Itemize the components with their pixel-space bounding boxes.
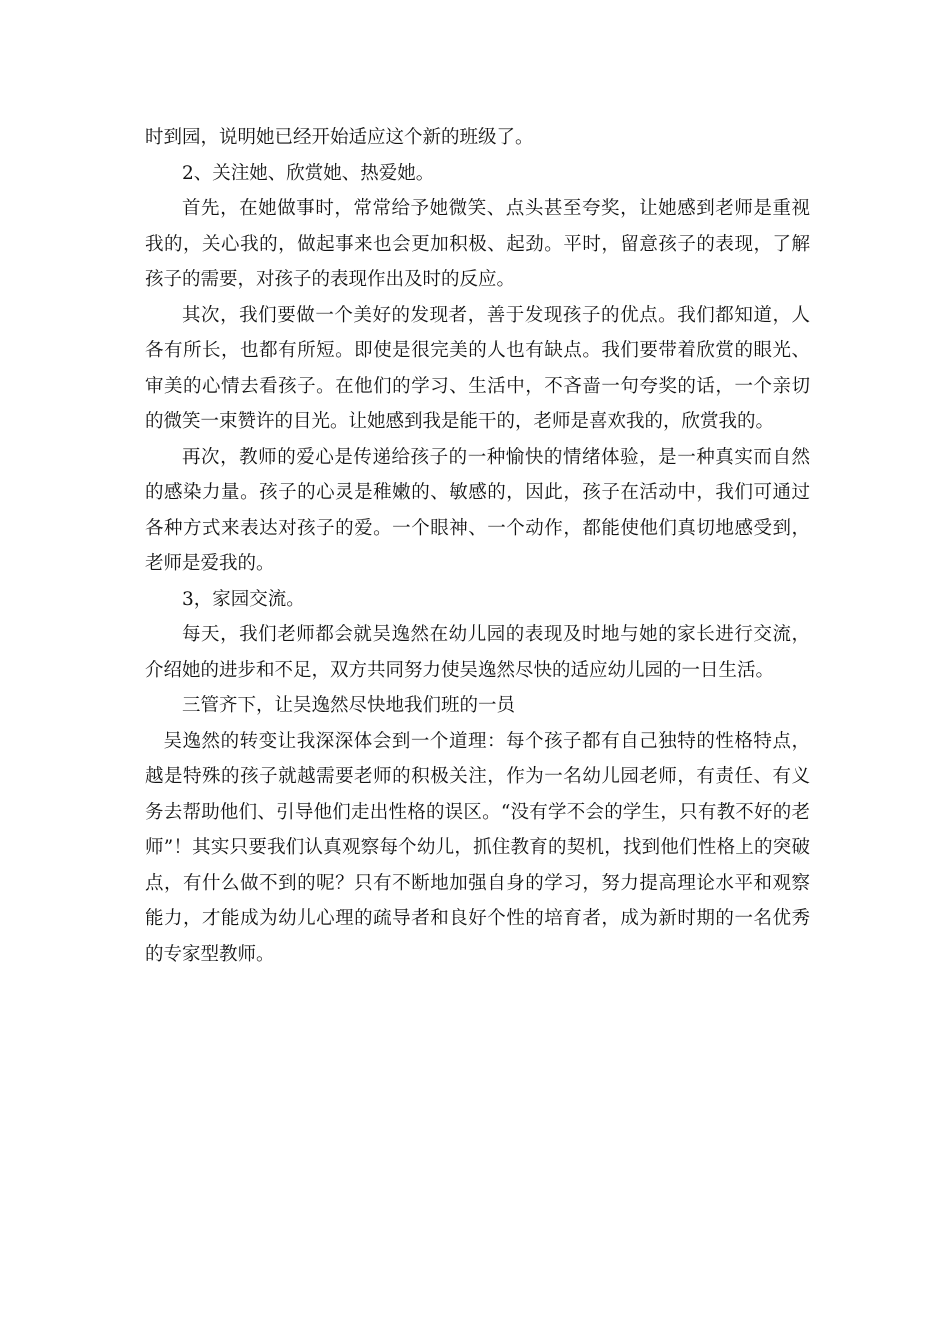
section-heading-2: 2、关注她、欣赏她、热爱她。	[182, 162, 435, 184]
paragraph-third: 再次，教师的爱心是传递给孩子的一种愉快的情绪体验，是一种真实而自然的感染力量。孩子的心灵是稚嫩的、敏感的，因此，孩子在活动中，我们可通过各种方式来表达对孩子的爱。一个眼神、一个动作，都能使他们真切地感受到，老师是爱我的。	[145, 446, 810, 574]
paragraph-second: 其次，我们要做一个美好的发现者，善于发现孩子的优点。我们都知道，人各有所长，也都有所短。即使是很完美的人也有缺点。我们要带着欣赏的眼光、审美的心情去看孩子。在他们的学习、生活中，不吝啬一句夸奖的话，一个亲切的微笑一束赞许的目光。让她感到我是能干的，老师是喜欢我的，欣赏我的。	[145, 304, 810, 432]
paragraph-continuation: 时到园，说明她已经开始适应这个新的班级了。	[145, 127, 534, 148]
paragraph-conclusion: 吴逸然的转变让我深深体会到一个道理：每个孩子都有自己独特的性格特点，越是特殊的孩子就越需要老师的积极关注，作为一名幼儿园老师，有责任、有义务去帮助他们、引导他们走出性格的误区。“没有学不会的学生，只有教不好的老师”！其实只要我们认真观察每个幼儿，抓住教育的契机，找到他们性格上的突破点，有什么做不到的呢？只有不断地加强自身的学习，努力提高理论水平和观察能力，才能成为幼儿心理的疏导者和良好个性的培育者，成为新时期的一名优秀的专家型教师。	[145, 730, 810, 965]
paragraph-summary-line: 三管齐下，让吴逸然尽快地我们班的一员	[182, 695, 516, 716]
section-heading-3: 3，家园交流。	[182, 588, 305, 610]
paragraph-home-school: 每天，我们老师都会就吴逸然在幼儿园的表现及时地与她的家长进行交流，介绍她的进步和不足，双方共同努力使吴逸然尽快的适应幼儿园的一日生活。	[145, 624, 810, 681]
document-body	[145, 120, 810, 972]
paragraph-first: 首先，在她做事时，常常给予她微笑、点头甚至夸奖，让她感到老师是重视我的，关心我的，做起事来也会更加积极、起劲。平时，留意孩子的表现，了解孩子的需要，对孩子的表现作出及时的反应。	[145, 198, 810, 290]
